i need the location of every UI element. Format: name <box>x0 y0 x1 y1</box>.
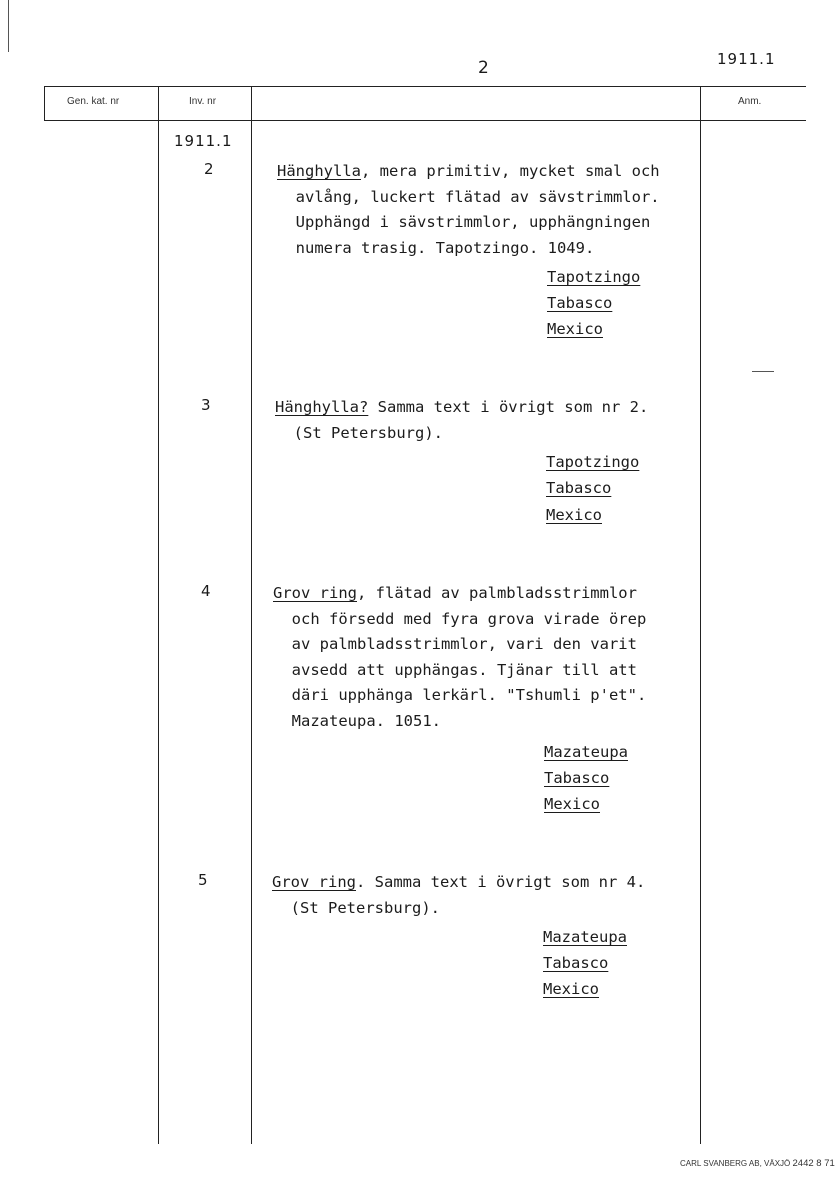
col-sep-gen-inv <box>158 86 159 1144</box>
location-state: Tabasco <box>546 479 612 497</box>
entry-line: av palmbladsstrimmlor, vari den varit <box>291 635 637 653</box>
location-locality: Tapotzingo <box>547 268 641 286</box>
entry-line: avsedd att upphängas. Tjänar till att <box>291 660 637 679</box>
entry-text <box>275 395 648 446</box>
printer-name: CARL SVANBERG AB, VÄXJÖ <box>680 1159 791 1168</box>
column-header-anm: Anm. <box>738 96 762 107</box>
inv-number: 3 <box>201 396 211 414</box>
entry-line: (St Petersburg). <box>290 898 440 917</box>
entry-line: numera trasig. Tapotzingo. 1049. <box>295 238 595 257</box>
entry-text <box>277 159 660 261</box>
entry-line: däri upphänga lerkärl. "Tshumli p'et". <box>291 686 647 704</box>
location-country: Mexico <box>547 320 603 338</box>
printer-footer <box>680 1158 835 1169</box>
form-number: 2442 8 71 <box>792 1158 835 1169</box>
scan-mark <box>8 0 9 52</box>
entry-line: Mazateupa. 1051. <box>291 711 441 730</box>
entry-title: Grov ring <box>272 873 356 891</box>
entry-line: (St Petersburg). <box>293 423 443 442</box>
entry-line: och försedd med fyra grova virade örep <box>291 609 647 628</box>
inv-number: 4 <box>201 582 211 600</box>
location-locality: Mazateupa <box>543 928 627 946</box>
inv-number: 5 <box>198 871 208 889</box>
location-state: Tabasco <box>547 294 613 312</box>
location-state: Tabasco <box>544 769 610 787</box>
location-country: Mexico <box>543 980 599 998</box>
location-country: Mexico <box>546 506 602 524</box>
col-sep-text-anm <box>700 86 701 1144</box>
entry-text <box>273 581 646 734</box>
location-locality: Tapotzingo <box>546 453 640 471</box>
column-header-gen-kat-nr: Gen. kat. nr <box>67 96 120 107</box>
entry-title: Hänghylla <box>277 162 361 180</box>
catalog-id: 1911.1 <box>717 50 776 68</box>
inv-year: 1911.1 <box>174 132 233 150</box>
scan-mark <box>752 371 774 372</box>
location-locality: Mazateupa <box>544 743 628 761</box>
page-number: 2 <box>478 58 489 78</box>
entry-title: Grov ring <box>273 584 357 602</box>
entry-line: avlång, luckert flätad av sävstrimmlor. <box>295 187 660 206</box>
entry-line: Upphängd i sävstrimmlor, upphängningen <box>295 213 651 231</box>
location-state: Tabasco <box>543 954 609 972</box>
col-sep-inv-text <box>251 86 252 1144</box>
entry-title: Hänghylla? <box>275 398 369 416</box>
entry-line: , mera primitiv, mycket smal och <box>361 162 660 180</box>
column-header-inv-nr: Inv. nr <box>189 96 217 107</box>
entry-line: , flätad av palmbladsstrimmlor <box>357 584 637 602</box>
entry-text <box>272 870 645 921</box>
inv-number: 2 <box>204 160 214 178</box>
left-border <box>44 86 45 120</box>
entry-line: . Samma text i övrigt som nr 4. <box>356 873 646 891</box>
location-country: Mexico <box>544 795 600 813</box>
entry-line: Samma text i övrigt som nr 2. <box>368 398 649 416</box>
